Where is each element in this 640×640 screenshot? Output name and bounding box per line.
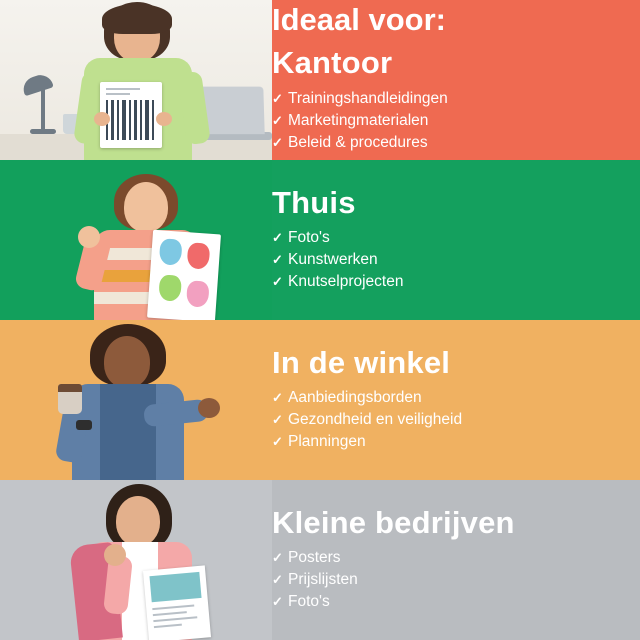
bullet-list-kantoor: [272, 88, 632, 154]
check-icon: ✓: [272, 572, 283, 588]
thumbs-up-hand: [104, 544, 126, 566]
bullet-label: Marketingmaterialen: [288, 111, 429, 129]
photo-thuis: [0, 160, 272, 320]
heading-kantoor: Kantoor: [272, 44, 393, 80]
bullet-list-winkel: [272, 387, 632, 453]
photo-kantoor: [0, 0, 272, 160]
list-item: [272, 110, 632, 132]
bullet-label: Trainingshandleidingen: [288, 89, 448, 107]
text-kleine-bedrijven: [272, 480, 632, 640]
check-icon: ✓: [272, 112, 283, 128]
wristwatch: [76, 420, 92, 430]
bullet-label: Prijslijsten: [288, 571, 358, 589]
check-icon: ✓: [272, 90, 283, 106]
check-icon: ✓: [272, 412, 283, 428]
bullet-label: Posters: [288, 549, 341, 567]
check-icon: ✓: [272, 274, 283, 290]
text-kantoor: [272, 0, 632, 160]
bullet-label: Foto's: [288, 593, 330, 611]
bullet-label: Kunstwerken: [288, 251, 378, 269]
text-thuis: [272, 160, 632, 320]
list-item: [272, 547, 632, 569]
bullet-list-thuis: [272, 227, 632, 293]
bullet-label: Aanbiedingsborden: [288, 389, 422, 407]
person-business: [70, 484, 220, 640]
text-winkel: [272, 320, 632, 480]
list-item: [272, 591, 632, 613]
list-item: [272, 431, 632, 453]
section-kantoor: [0, 0, 640, 160]
list-item: [272, 409, 632, 431]
check-icon: ✓: [272, 434, 283, 450]
photo-winkel: [0, 320, 272, 480]
check-icon: ✓: [272, 390, 283, 406]
person-office: [76, 0, 206, 160]
section-kleine-bedrijven: [0, 480, 640, 640]
bullet-label: Gezondheid en veiligheid: [288, 411, 463, 429]
check-icon: ✓: [272, 594, 283, 610]
coffee-cup: [58, 384, 82, 414]
check-icon: ✓: [272, 134, 283, 150]
list-item: [272, 569, 632, 591]
heading-thuis: Thuis: [272, 184, 356, 220]
list-item: [272, 88, 632, 110]
flyer-sheet: [143, 565, 211, 640]
document-sheet: [100, 82, 162, 148]
artwork-sheet: [147, 230, 221, 320]
check-icon: ✓: [272, 230, 283, 246]
bullet-label: Knutselprojecten: [288, 273, 404, 291]
list-item: [272, 271, 632, 293]
bullet-list-kleine-bedrijven: [272, 547, 632, 613]
person-shop: [56, 324, 226, 480]
list-item: [272, 387, 632, 409]
list-item: [272, 227, 632, 249]
list-item: [272, 249, 632, 271]
check-icon: ✓: [272, 252, 283, 268]
section-in-de-winkel: [0, 320, 640, 480]
person-kid: [84, 174, 224, 320]
pointing-hand: [198, 398, 220, 418]
bullet-label: Planningen: [288, 433, 366, 451]
bullet-label: Beleid & procedures: [288, 133, 428, 151]
list-item: [272, 132, 632, 154]
heading-in-de-winkel: In de winkel: [272, 344, 451, 380]
section-thuis: [0, 160, 640, 320]
heading-kleine-bedrijven: Kleine bedrijven: [272, 504, 515, 540]
page-title: Ideaal voor:: [272, 2, 446, 37]
check-icon: ✓: [272, 550, 283, 566]
thumbs-up-hand: [78, 226, 100, 248]
bullet-label: Foto's: [288, 229, 330, 247]
photo-kleine-bedrijven: [0, 480, 272, 640]
